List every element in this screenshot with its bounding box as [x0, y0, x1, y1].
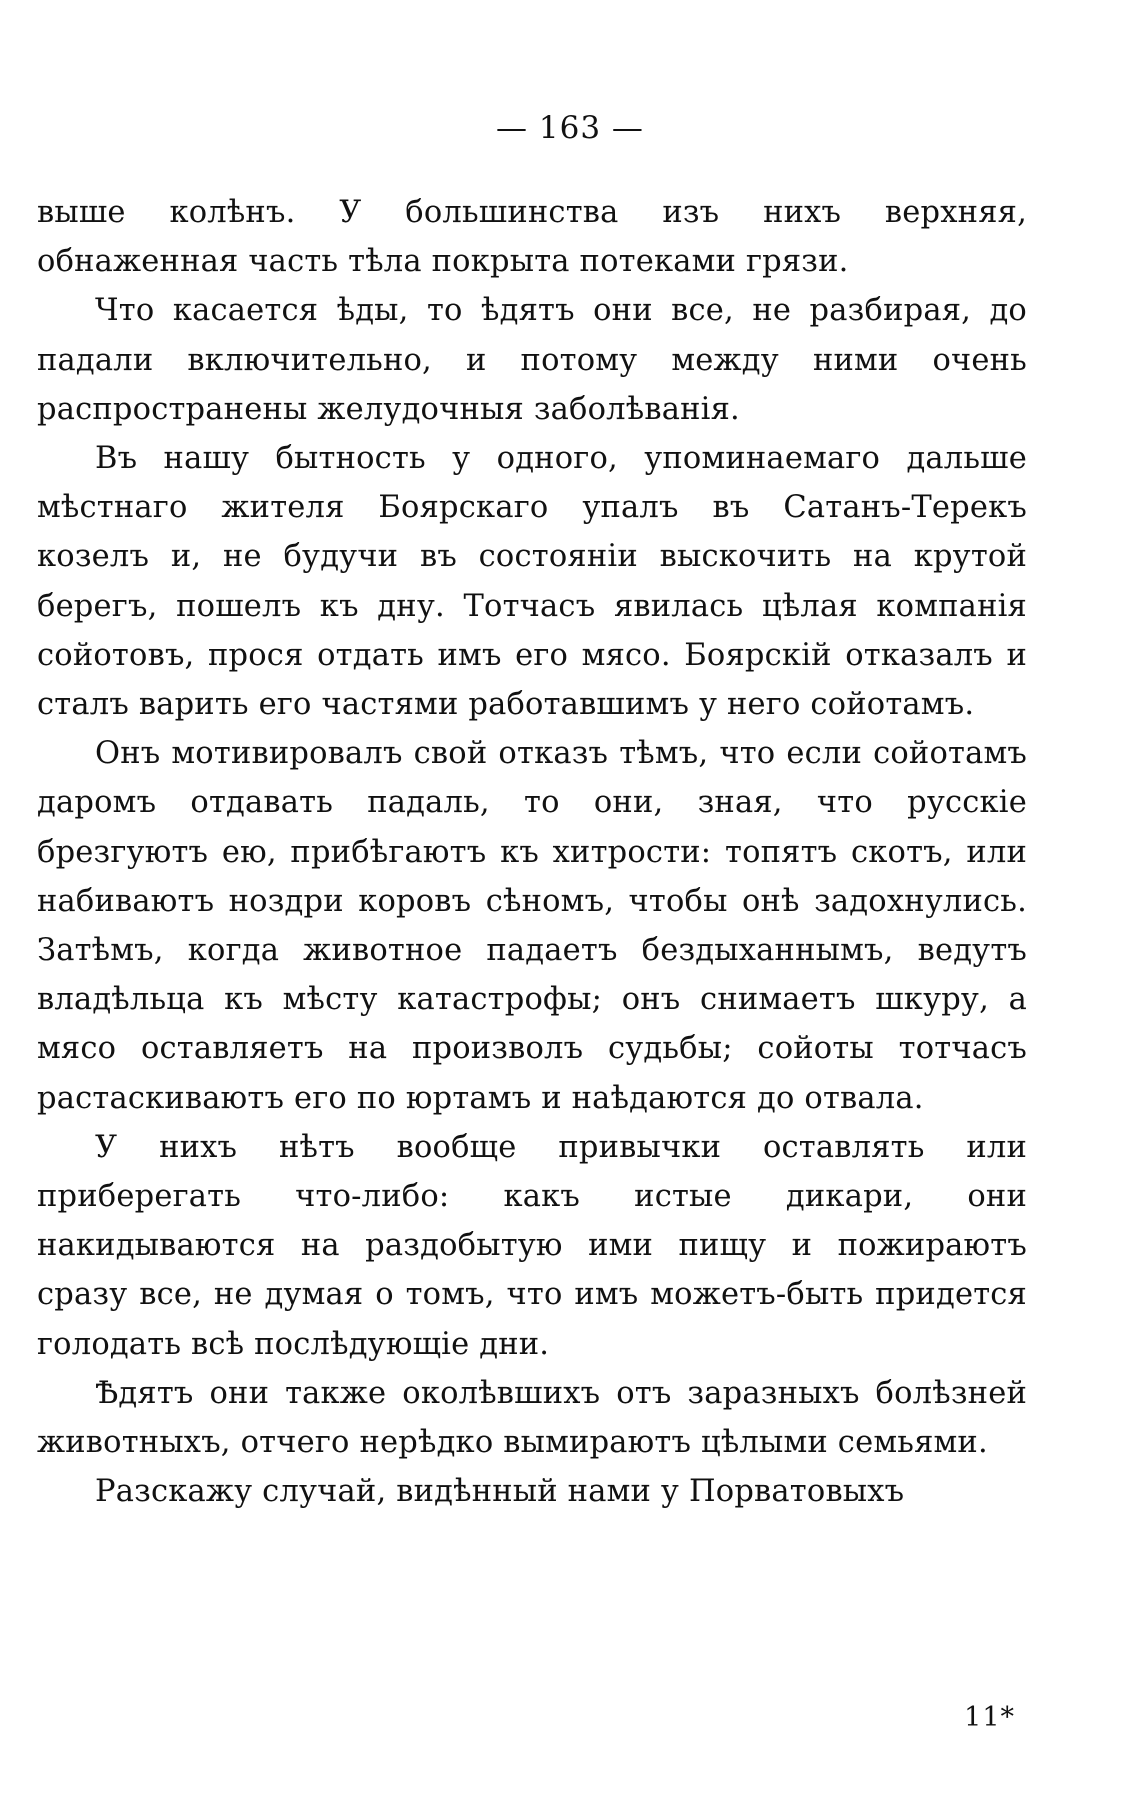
- paragraph: Онъ мотивировалъ свой отказъ тѣмъ, что если сойотамъ даромъ отдавать падаль, то они, зная, что русскіе брезгуютъ ею, прибѣгаютъ къ хитрости: топятъ скотъ, или набиваютъ ноздри коровъ сѣномъ, чтобы онѣ задохнулись. Затѣмъ, когда животное падаетъ бездыханнымъ, ведутъ владѣльца къ мѣсту катастрофы; онъ снимаетъ шкуру, а мясо оставляетъ на произволъ судьбы; сойоты тотчасъ растаскиваютъ его по юртамъ и наѣдаются до отвала.: [37, 736, 1027, 1116]
- paragraph: У нихъ нѣтъ вообще привычки оставлять или приберегать что-либо: какъ истые дикари, они накидываются на раздобытую ими пищу и пожираютъ сразу все, не думая о томъ, что имъ можетъ-быть придется голодать всѣ послѣдующіе дни.: [37, 1129, 1027, 1362]
- paragraph: Ѣдятъ они также околѣвшихъ отъ заразныхъ болѣзней животныхъ, отчего нерѣдко вымираютъ цѣлыми семьями.: [37, 1375, 1027, 1461]
- paragraph: Разскажу случай, видѣнный нами у Порватовыхъ: [95, 1474, 905, 1510]
- signature-mark: 11*: [964, 1702, 1015, 1733]
- page-number: — 163 —: [496, 110, 644, 146]
- paragraph: Что касается ѣды, то ѣдятъ они все, не разбирая, до падали включительно, и потому между ними очень распространены желудочныя заболѣванія.: [37, 293, 1027, 427]
- paragraph: Въ нашу бытность у одного, упоминаемаго дальше мѣстнаго жителя Боярскаго упалъ въ Сатанъ-Терекъ козелъ и, не будучи въ состояніи выскочить на крутой берегъ, пошелъ къ дну. Тотчасъ явилась цѣлая компанія сойотовъ, прося отдать имъ его мясо. Боярскій отказалъ и сталъ варить его частями работавшимъ у него сойотамъ.: [37, 441, 1027, 723]
- page-text: [37, 188, 1027, 1516]
- paragraph: выше колѣнъ. У большинства изъ нихъ верхняя, обнаженная часть тѣла покрыта потеками грязи.: [37, 195, 1027, 280]
